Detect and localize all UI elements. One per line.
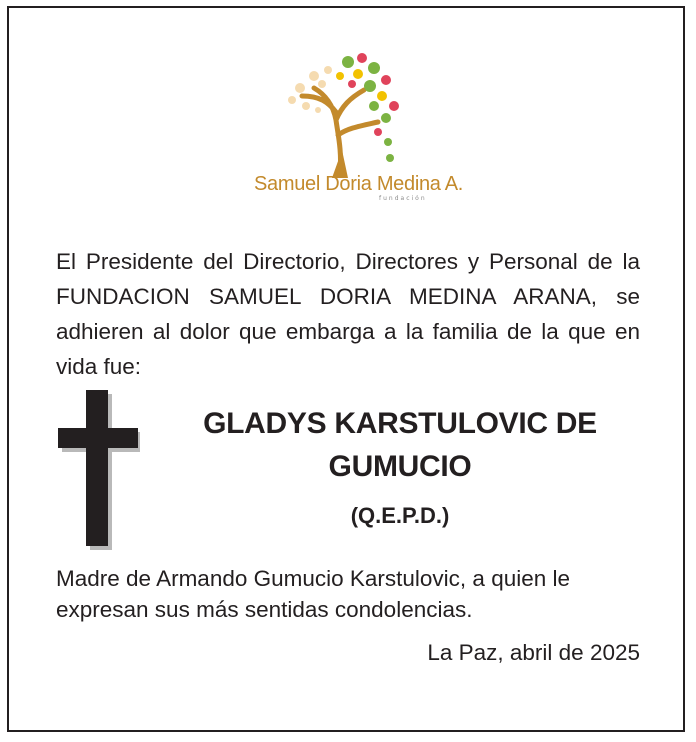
tree-logo-icon: [278, 40, 408, 180]
place-date: La Paz, abril de 2025: [427, 640, 640, 665]
deceased-name: [175, 402, 625, 488]
intro-paragraph: El Presidente del Directorio, Directores y Personal de la FUNDACION SAMUEL DORIA MEDINA ARANA, se adhieren al dolor que embarga a la familia de la que en vida fue:: [56, 249, 640, 379]
logo-subtitle: fundación: [379, 195, 427, 202]
foundation-logo: [248, 40, 464, 202]
qepd-label: (Q.E.P.D.): [350, 503, 450, 528]
closing-paragraph: Madre de Armando Gumucio Karstulovic, a quien le expresan sus más sentidas condolencias.: [56, 566, 571, 622]
deceased-name-line2: GUMUCIO: [328, 450, 472, 483]
logo-name: Samuel Doria Medina A.: [254, 173, 464, 195]
deceased-name-line1: GLADYS KARSTULOVIC DE: [203, 407, 597, 440]
cross-icon: [58, 390, 140, 550]
